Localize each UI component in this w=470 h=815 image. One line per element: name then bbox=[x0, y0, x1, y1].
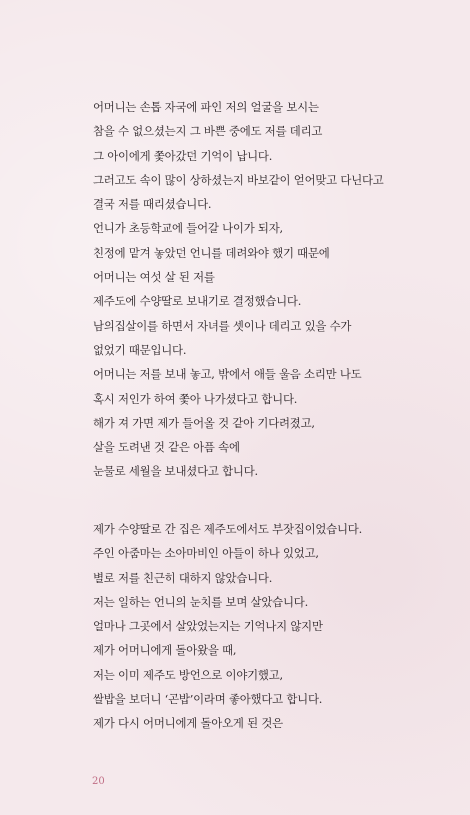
text-line: 주인 아줌마는 소아마비인 아들이 하나 있었고, bbox=[93, 546, 319, 561]
text-line: 혹시 저인가 하여 쫓아 나가셨다고 합니다. bbox=[93, 391, 298, 406]
text-line: 언니가 초등학교에 들어갈 나이가 되자, bbox=[93, 221, 283, 236]
text-line: 저는 일하는 언니의 눈치를 보며 살았습니다. bbox=[93, 594, 308, 609]
text-line: 제가 다시 어머니에게 돌아오게 된 것은 bbox=[93, 716, 283, 731]
text-line: 별로 저를 친근히 대하지 않았습니다. bbox=[93, 570, 273, 585]
text-line: 해가 져 가면 제가 들어올 것 같아 기다려졌고, bbox=[93, 415, 315, 430]
text-line: 눈물로 세월을 보내셨다고 합니다. bbox=[93, 464, 258, 479]
text-line: 어머니는 손톱 자국에 파인 저의 얼굴을 보시는 bbox=[93, 100, 319, 114]
text-line: 어머니는 여섯 살 된 저를 bbox=[93, 270, 215, 285]
text-line: 제주도에 수양딸로 보내기로 결정했습니다. bbox=[93, 294, 302, 309]
text-line: 친정에 맡겨 놓았던 언니를 데려와야 했기 때문에 bbox=[93, 245, 330, 260]
text-line: 저는 이미 제주도 방언으로 이야기했고, bbox=[93, 667, 283, 682]
text-line: 제가 수양딸로 간 집은 제주도에서도 부잣집이었습니다. bbox=[93, 522, 363, 536]
text-line: 참을 수 없으셨는지 그 바쁜 중에도 저를 데리고 bbox=[93, 124, 323, 139]
paragraph-2 bbox=[93, 517, 453, 736]
text-line: 쌀밥을 보더니 ‘곤밥’이라며 좋아했다고 합니다. bbox=[93, 692, 323, 707]
text-line: 결국 저를 때리셨습니다. bbox=[93, 197, 212, 212]
text-line: 얼마나 그곳에서 살았었는지는 기억나지 않지만 bbox=[93, 619, 323, 634]
text-line: 남의집살이를 하면서 자녀를 셋이나 데리고 있을 수가 bbox=[93, 318, 352, 333]
text-line: 어머니는 저를 보내 놓고, 밖에서 애들 울음 소리만 나도 bbox=[93, 367, 362, 382]
text-line: 없었기 때문입니다. bbox=[93, 342, 187, 357]
text-line: 그 아이에게 쫓아갔던 기억이 납니다. bbox=[93, 148, 273, 163]
text-line: 제가 어머니에게 돌아왔을 때, bbox=[93, 643, 237, 658]
page-number: 20 bbox=[92, 776, 105, 787]
paragraph-1 bbox=[93, 95, 453, 484]
text-line: 살을 도려낸 것 같은 아픔 속에 bbox=[93, 440, 240, 455]
text-line: 그러고도 속이 많이 상하셨는지 바보같이 얻어맞고 다닌다고 bbox=[93, 172, 384, 187]
